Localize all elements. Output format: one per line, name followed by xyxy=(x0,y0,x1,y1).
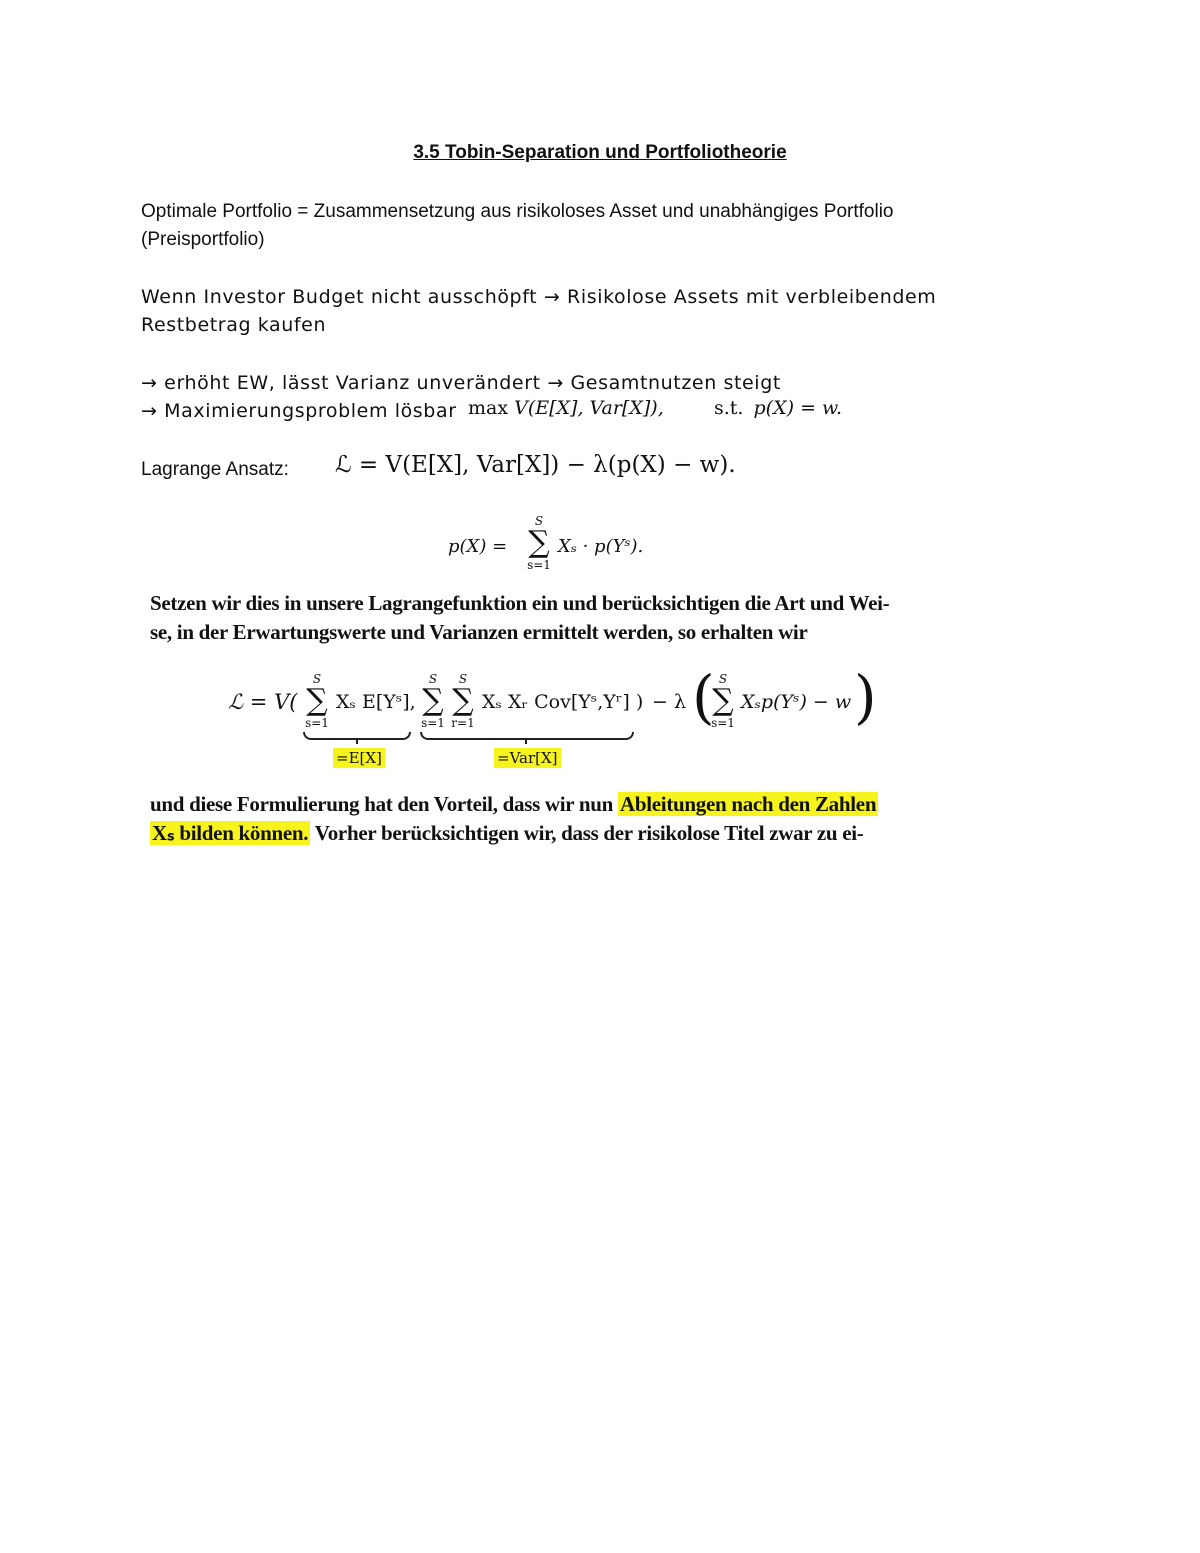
book-text-line: Setzen wir dies in unsere Lagrangefunktion ein und berücksichtigen die Art und Wei- xyxy=(150,591,890,615)
sigma-icon: ∑ xyxy=(422,683,444,718)
term-price: Xₛp(Yˢ) − w xyxy=(741,691,852,713)
sum-upper-limit: S xyxy=(718,672,728,686)
page-title: 3.5 Tobin-Separation und Portfoliotheorie xyxy=(413,142,787,163)
sum-4 xyxy=(708,672,738,730)
term-expectation: Xₛ E[Yˢ], xyxy=(336,691,416,713)
price-rhs: Xₛ · p(Yˢ). xyxy=(558,536,644,557)
underbrace-variance xyxy=(420,732,634,740)
sum-lower-limit: s=1 xyxy=(527,558,551,572)
big-formula-lhs: ℒ = V( xyxy=(228,690,298,714)
book-text-line xyxy=(150,790,878,819)
such-that-label: s.t. xyxy=(714,397,744,419)
brace-label-expectation: =E[X] xyxy=(333,748,385,768)
sum-upper-limit: S xyxy=(428,672,438,686)
paragraph-line: (Preisportfolio) xyxy=(141,229,265,250)
underbrace-tip xyxy=(356,738,358,744)
max-operator: max xyxy=(468,397,509,419)
underbrace-tip xyxy=(525,738,527,744)
brace-label-variance: =Var[X] xyxy=(494,748,561,768)
highlighted-text: Xₛ bilden können. xyxy=(152,821,309,845)
paragraph-line: → erhöht EW, lässt Varianz unverändert → Gesamtnutzen steigt xyxy=(141,372,781,394)
budget-constraint: p(X) = w. xyxy=(753,397,843,419)
book-text-line: se, in der Erwartungswerte und Varianzen ermittelt werden, so erhalten wir xyxy=(150,620,808,644)
left-paren-large: ( xyxy=(692,663,715,731)
plain-text: und diese Formulierung hat den Vorteil, dass wir nun xyxy=(150,792,614,816)
paragraph-line: → Maximierungsproblem lösbar xyxy=(141,400,457,422)
max-formula xyxy=(468,397,664,419)
paragraph-line: Optimale Portfolio = Zusammensetzung aus risikoloses Asset und unabhängiges Portfolio xyxy=(141,201,894,222)
sigma-icon: ∑ xyxy=(452,683,474,718)
plain-text: Vorher berücksichtigen wir, dass der risikolose Titel zwar zu ei- xyxy=(314,821,864,845)
highlighted-text: Ableitungen nach den Zahlen xyxy=(619,792,877,816)
sigma-icon: ∑ xyxy=(712,683,734,718)
sum-lower-limit: s=1 xyxy=(305,716,329,730)
sum-upper-limit: S xyxy=(312,672,322,686)
sum-2 xyxy=(418,672,448,730)
right-paren-large: ) xyxy=(854,663,877,731)
term-covariance: Xₛ Xᵣ Cov[Yˢ,Yʳ] ) xyxy=(482,691,644,713)
sum-lower-limit: s=1 xyxy=(711,716,735,730)
sum-3 xyxy=(448,672,478,730)
sum-upper-limit: S xyxy=(458,672,468,686)
sigma-icon: ∑ xyxy=(528,525,550,560)
sum-upper-limit: S xyxy=(534,514,544,528)
max-objective: V(E[X], Var[X]), xyxy=(514,397,664,419)
minus-lambda: − λ xyxy=(652,691,687,713)
sum-lower-limit: r=1 xyxy=(451,716,475,730)
paragraph-line: Restbetrag kaufen xyxy=(141,314,327,336)
lagrange-formula: ℒ = V(E[X], Var[X]) − λ(p(X) − w). xyxy=(335,452,736,478)
lagrange-label: Lagrange Ansatz: xyxy=(141,459,289,480)
book-text-line xyxy=(150,819,863,848)
sum-1 xyxy=(302,672,332,730)
max-constraint xyxy=(714,397,842,419)
sigma-icon: ∑ xyxy=(306,683,328,718)
paragraph-line: Wenn Investor Budget nicht ausschöpft → Risikolose Assets mit verbleibendem xyxy=(141,286,937,308)
sum-lower-limit: s=1 xyxy=(421,716,445,730)
price-sum xyxy=(524,514,554,572)
price-lhs: p(X) = xyxy=(448,536,508,557)
